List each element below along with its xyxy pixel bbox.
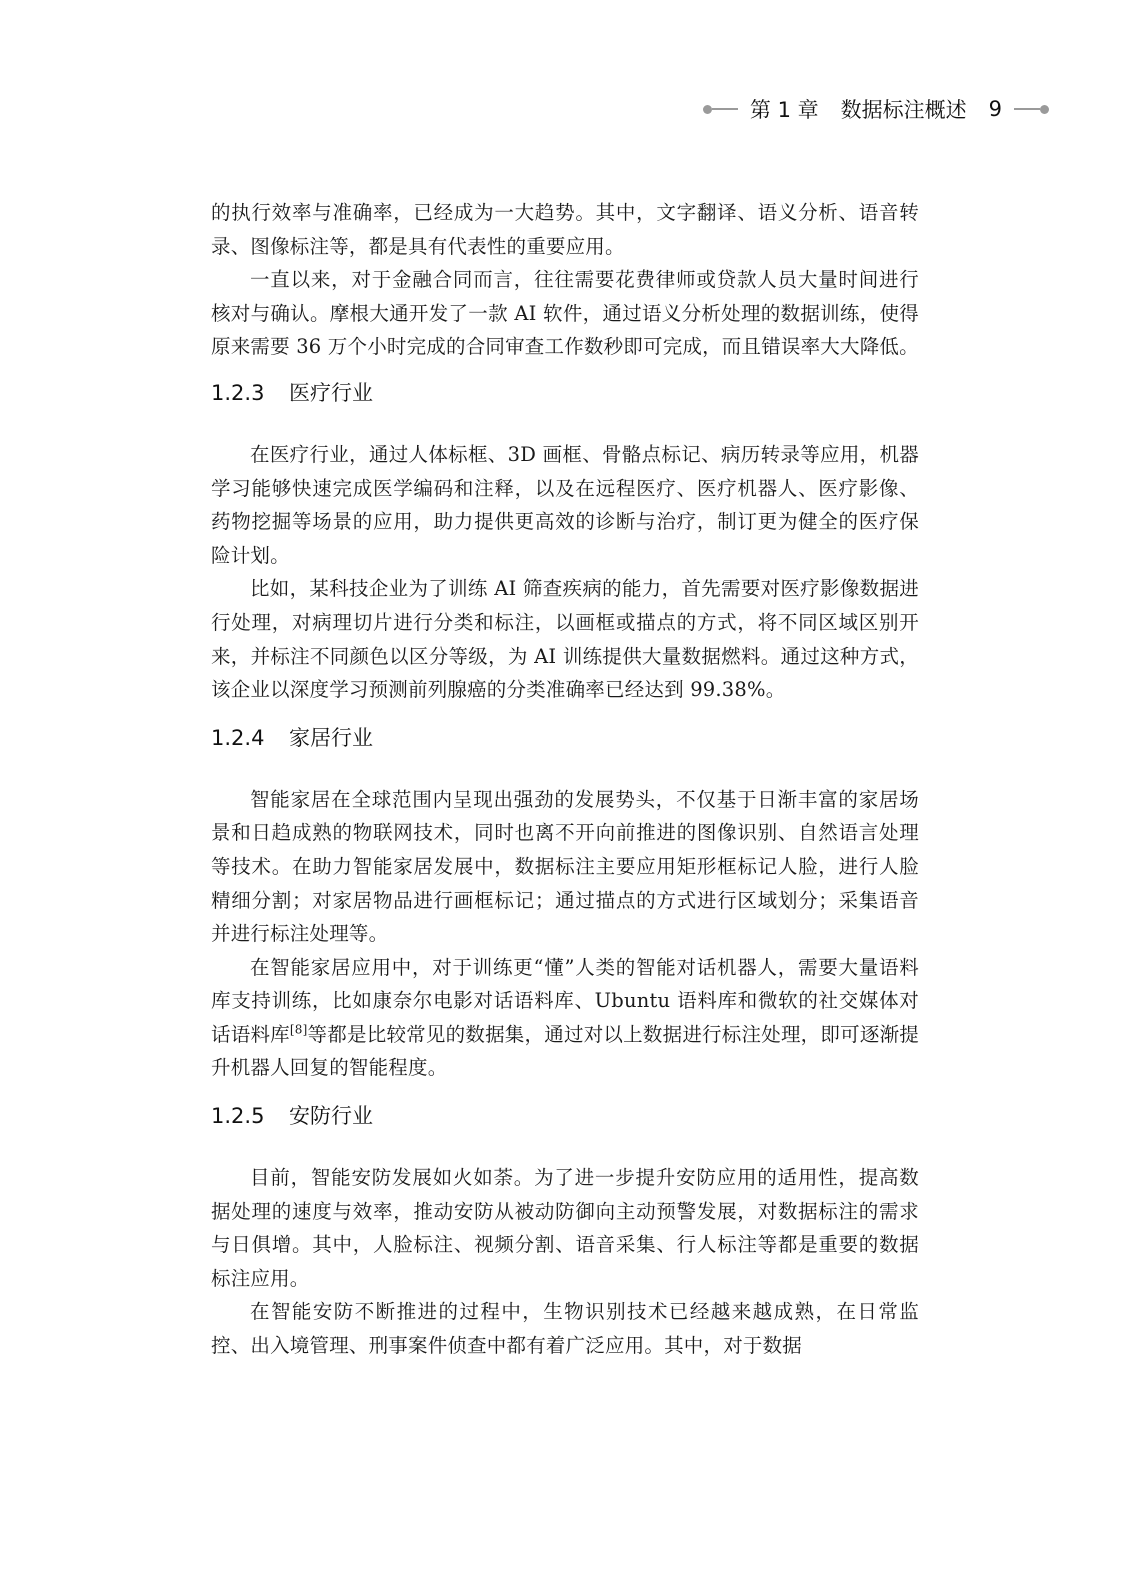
paragraph: 比如，某科技企业为了训练 AI 筛查疾病的能力，首先需要对医疗影像数据进行处理，对病理切片进行分类和标注，以画框或描点的方式，将不同区域区别开来，并标注不同颜色以区分等级，为 AI 训练提供大量数据燃料。通过这种方式，该企业以深度学习预测前列腺癌的分类准确率已经达到 99.38%。 — [211, 577, 919, 702]
header-ornament-right — [1014, 105, 1049, 114]
section-heading-1-2-3 — [211, 378, 919, 408]
section-title: 家居行业 — [289, 725, 373, 750]
page-number: 9 — [988, 97, 1002, 121]
chapter-label: 第 1 章 — [749, 98, 819, 122]
paragraph: 在医疗行业，通过人体标框、3D 画框、骨骼点标记、病历转录等应用，机器学习能够快速完成医学编码和注释，以及在远程医疗、医疗机器人、医疗影像、药物挖掘等场景的应用，助力提供更高效的诊断与治疗，制订更为健全的医疗保险计划。 — [211, 442, 919, 567]
paragraph-text: 等都是比较常见的数据集，通过对以上数据进行标注处理，即可逐渐提升机器人回复的智能程度。 — [211, 1022, 919, 1080]
paragraph — [211, 951, 919, 1085]
paragraph: 在智能安防不断推进的过程中，生物识别技术已经越来越成熟，在日常监控、出入境管理、刑事案件侦查中都有着广泛应用。其中，对于数据 — [211, 1300, 919, 1358]
section-title: 安防行业 — [289, 1104, 373, 1129]
citation-reference: [8] — [289, 1022, 308, 1037]
header-ornament-left — [703, 105, 738, 114]
section-number: 1.2.5 — [211, 1104, 265, 1129]
paragraph-text: 在智能家居应用中，对于训练更“懂”人类的智能对话机器人，需要大量语料库支持训练，比如康奈尔电影对话语料库、Ubuntu 语料库和微软的社交媒体对话语料库 — [211, 955, 919, 1046]
paragraph: 的执行效率与准确率，已经成为一大趋势。其中，文字翻译、语义分析、语音转录、图像标注等，都是具有代表性的重要应用。 — [211, 201, 919, 258]
paragraph: 目前，智能安防发展如火如荼。为了进一步提升安防应用的适用性，提高数据处理的速度与效率，推动安防从被动防御向主动预警发展，对数据标注的需求与日俱增。其中，人脸标注、视频分割、语音采集、行人标注等都是重要的数据标注应用。 — [211, 1166, 919, 1290]
section-number: 1.2.3 — [211, 380, 265, 405]
paragraph: 一直以来，对于金融合同而言，往往需要花费律师或贷款人员大量时间进行核对与确认。摩根大通开发了一款 AI 软件，通过语义分析处理的数据训练，使得原来需要 36 万个小时完成的合同审查工作数秒即可完成，而且错误率大大降低。 — [211, 268, 919, 359]
running-header — [703, 92, 1049, 126]
paragraph: 智能家居在全球范围内呈现出强劲的发展势头，不仅基于日渐丰富的家居场景和日趋成熟的物联网技术，同时也离不开向前推进的图像识别、自然语言处理等技术。在助力智能家居发展中，数据标注主要应用矩形框标记人脸，进行人脸精细分割；对家居物品进行画框标记；通过描点的方式进行区域划分；采集语音并进行标注处理等。 — [211, 787, 919, 946]
section-title: 医疗行业 — [289, 380, 373, 405]
chapter-title: 数据标注概述 — [840, 98, 967, 122]
section-heading-1-2-5 — [211, 1101, 919, 1131]
section-number: 1.2.4 — [211, 725, 265, 750]
section-heading-1-2-4 — [211, 723, 919, 753]
page-body — [211, 196, 919, 1363]
